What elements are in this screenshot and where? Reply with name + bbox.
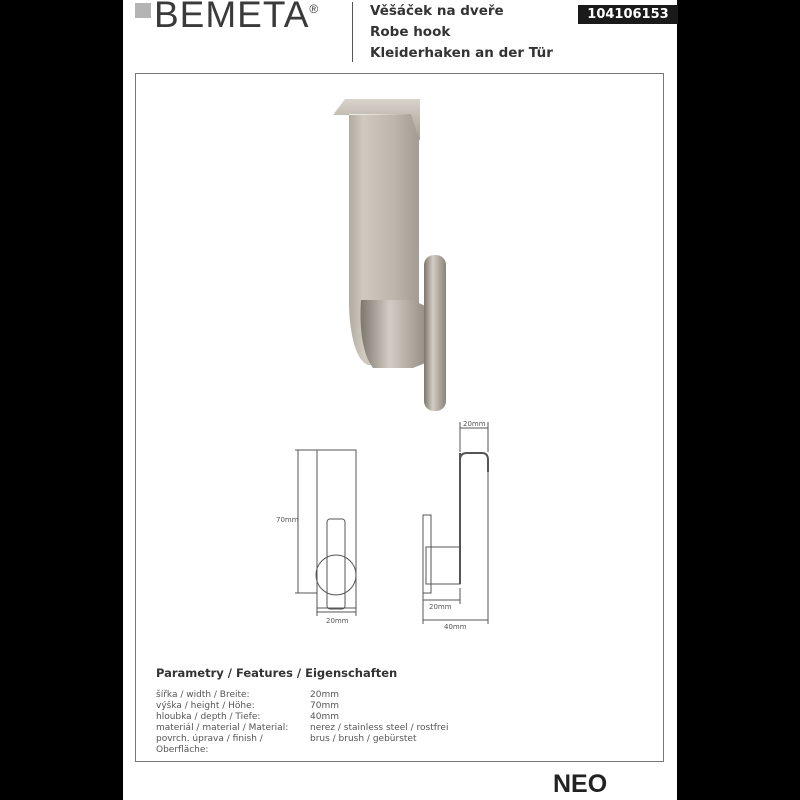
title-de: Kleiderhaken an der Tür [370,45,553,61]
technical-drawing [295,422,488,624]
dim-side-hook: 20mm [429,603,452,611]
param-value: nerez / stainless steel / rostfrei [310,723,449,733]
param-key: výška / height / Höhe: [156,701,255,711]
param-value: 40mm [310,712,339,722]
param-key: materiál / material / Material: [156,723,289,733]
title-cz: Věšáček na dveře [370,3,504,19]
dim-side-top: 20mm [463,420,486,428]
dim-side-total: 40mm [444,623,467,631]
brand-name: BEMETA [154,0,310,35]
param-key: povrch. úprava / finish / Oberfläche: [156,734,263,755]
param-row [156,712,448,723]
spec-sheet-page [123,0,677,800]
param-row [156,701,448,712]
param-value: 70mm [310,701,339,711]
parameters-title: Parametry / Features / Eigenschaften [156,666,398,680]
param-row [156,723,448,734]
product-code: 104106153 [578,5,678,24]
param-row [156,690,448,701]
title-en: Robe hook [370,24,451,40]
param-key: šířka / width / Breite: [156,690,250,700]
series-name: NEO [553,770,608,798]
param-value: 20mm [310,690,339,700]
dim-front-height: 70mm [276,516,299,524]
dim-front-width: 20mm [326,617,349,625]
param-row [156,734,448,756]
param-key: hloubka / depth / Tiefe: [156,712,261,722]
param-value: brus / brush / gebürstet [310,734,417,744]
hook-photo [333,99,446,411]
registered-mark: ® [309,2,320,16]
parameters-section [156,666,448,756]
